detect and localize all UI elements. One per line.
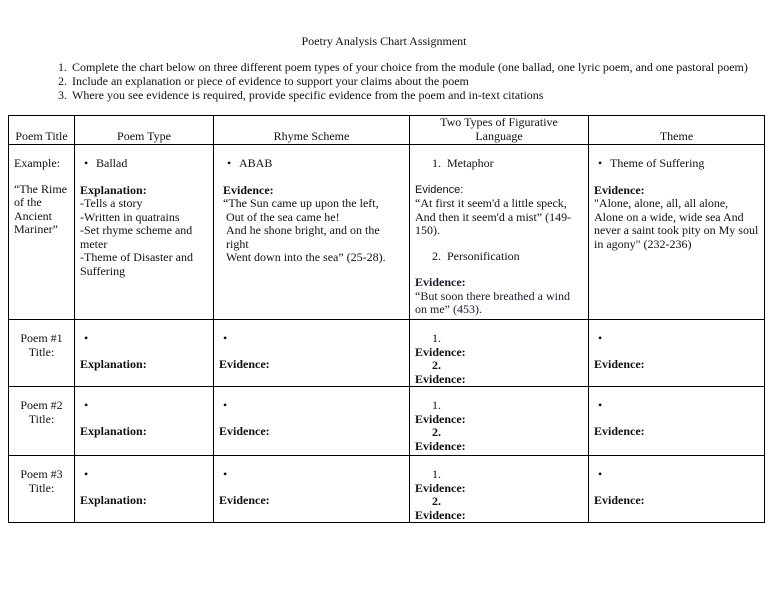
theme-cell[interactable]: [589, 387, 765, 456]
header-poem-title: Poem Title: [9, 116, 75, 145]
list-number: 2.: [432, 358, 441, 372]
list-number: 1.: [432, 156, 441, 170]
explanation-line: -Set rhyme scheme and meter: [80, 223, 193, 251]
header-theme: Theme: [589, 116, 765, 145]
explanation-label: Explanation:: [80, 492, 147, 507]
figurative-item-2: [415, 250, 583, 264]
rhyme-evidence-line: Went down into the sea” (25-28).: [226, 250, 386, 264]
table-header-row: [9, 116, 765, 145]
poem-title-cell[interactable]: [9, 456, 75, 523]
evidence-label: Evidence:: [415, 183, 464, 196]
example-poem-type: • Ballad: [80, 157, 208, 171]
example-poem-title: “The Rime of the Ancient Mariner”: [14, 181, 67, 236]
instruction-item: 2. Include an explanation or piece of evidence to support your claims about the poem: [70, 74, 748, 88]
example-figurative-cell[interactable]: [410, 145, 589, 320]
example-rhyme-cell[interactable]: [214, 145, 410, 320]
poem-title-cell[interactable]: [9, 387, 75, 456]
poem-label: Poem #1: [20, 331, 63, 345]
title-label: Title:: [28, 480, 55, 495]
figurative-type: Personification: [447, 248, 520, 263]
list-number: 1.: [432, 398, 441, 412]
figurative-cell[interactable]: [410, 320, 589, 387]
evidence-label: Evidence:: [594, 356, 645, 371]
title-label: Title:: [28, 411, 55, 426]
rhyme-evidence-line: And he shone bright, and on the right: [226, 223, 380, 251]
rhyme-scheme-cell[interactable]: [214, 456, 410, 523]
theme-cell[interactable]: [589, 320, 765, 387]
figurative-type: Metaphor: [447, 156, 494, 170]
evidence-label: Evidence:: [219, 423, 270, 438]
poem-type-cell[interactable]: [75, 320, 214, 387]
list-number: 2.: [432, 248, 441, 263]
bullet-placeholder: [80, 399, 208, 413]
bullet-placeholder: [219, 332, 404, 346]
instruction-item: 1. Complete the chart below on three different poem types of your choice from the module (one ballad, one lyric poem, and one pastoral poem): [70, 60, 748, 74]
theme-cell[interactable]: [589, 456, 765, 523]
evidence-label: Evidence:: [415, 507, 466, 522]
rhyme-evidence-line: “The Sun came up upon the left,: [223, 196, 379, 210]
evidence-label: Evidence:: [594, 492, 645, 507]
evidence-label: Evidence:: [219, 492, 270, 507]
evidence-label: Evidence:: [415, 411, 466, 426]
bullet-placeholder: [594, 332, 759, 346]
bullet-placeholder: [219, 399, 404, 413]
header-figurative-language: Two Types of Figurative Language: [410, 116, 589, 145]
evidence-label: Evidence:: [415, 371, 466, 386]
poem-label: Poem #2: [20, 398, 63, 412]
example-theme: • Theme of Suffering: [594, 157, 759, 171]
figurative-cell[interactable]: [410, 456, 589, 523]
title-label: Title:: [28, 344, 55, 359]
example-title-cell: [9, 145, 75, 320]
rhyme-scheme-cell[interactable]: [214, 320, 410, 387]
figurative-item-1: [415, 157, 583, 171]
poetry-analysis-table: [8, 115, 765, 523]
header-poem-type: Poem Type: [75, 116, 214, 145]
example-label: Example:: [14, 156, 60, 170]
explanation-label: Explanation:: [80, 356, 147, 371]
evidence-label: Evidence:: [415, 480, 466, 495]
bullet-placeholder: [594, 468, 759, 482]
bullet-placeholder: [80, 332, 208, 346]
explanation-label: Explanation:: [80, 423, 147, 438]
explanation-line: -Tells a story: [80, 196, 143, 210]
figurative-evidence: “But soon there breathed a wind on me” (453).: [415, 288, 570, 316]
explanation-line: -Written in quatrains: [80, 209, 180, 224]
list-number: 1.: [432, 467, 441, 481]
poem-row-1: [9, 320, 765, 387]
bullet-placeholder: [80, 468, 208, 482]
theme-evidence: "Alone, alone, all, all alone, Alone on a wide, wide sea And never a saint took pity on My soul in agony" (232-236): [594, 196, 759, 251]
poem-label: Poem #3: [20, 467, 63, 481]
evidence-label: Evidence:: [415, 438, 466, 453]
evidence-label: Evidence:: [415, 344, 466, 359]
list-number: 2.: [432, 425, 441, 439]
example-theme-cell[interactable]: [589, 145, 765, 320]
evidence-label: Evidence:: [223, 182, 274, 197]
poem-row-2: [9, 387, 765, 456]
bullet-placeholder: [219, 468, 404, 482]
bullet-placeholder: [594, 399, 759, 413]
explanation-line: -Theme of Disaster and Suffering: [80, 250, 193, 278]
evidence-label: Evidence:: [594, 423, 645, 438]
rhyme-scheme-cell[interactable]: [214, 387, 410, 456]
poem-title-cell[interactable]: [9, 320, 75, 387]
figurative-evidence: “At first it seem'd a little speck, And then it seem'd a mist” (149-150).: [415, 196, 572, 237]
figurative-cell[interactable]: [410, 387, 589, 456]
instructions-list: [38, 60, 748, 102]
poem-type-cell[interactable]: [75, 387, 214, 456]
poem-type-cell[interactable]: [75, 456, 214, 523]
poem-row-3: [9, 456, 765, 523]
rhyme-evidence-line: Out of the sea came he!: [226, 209, 340, 224]
header-rhyme-scheme: Rhyme Scheme: [214, 116, 410, 145]
example-poem-type-cell[interactable]: [75, 145, 214, 320]
evidence-label: Evidence:: [219, 356, 270, 371]
instruction-item: 3. Where you see evidence is required, provide specific evidence from the poem and in-text citations: [70, 88, 748, 102]
evidence-label: Evidence:: [594, 182, 645, 197]
evidence-label: Evidence:: [415, 275, 466, 289]
list-number: 2.: [432, 494, 441, 508]
explanation-label: Explanation:: [80, 182, 147, 197]
list-number: 1.: [432, 331, 441, 345]
example-rhyme-scheme: • ABAB: [223, 157, 404, 171]
page-title: Poetry Analysis Chart Assignment: [301, 34, 467, 48]
example-row: [9, 145, 765, 320]
